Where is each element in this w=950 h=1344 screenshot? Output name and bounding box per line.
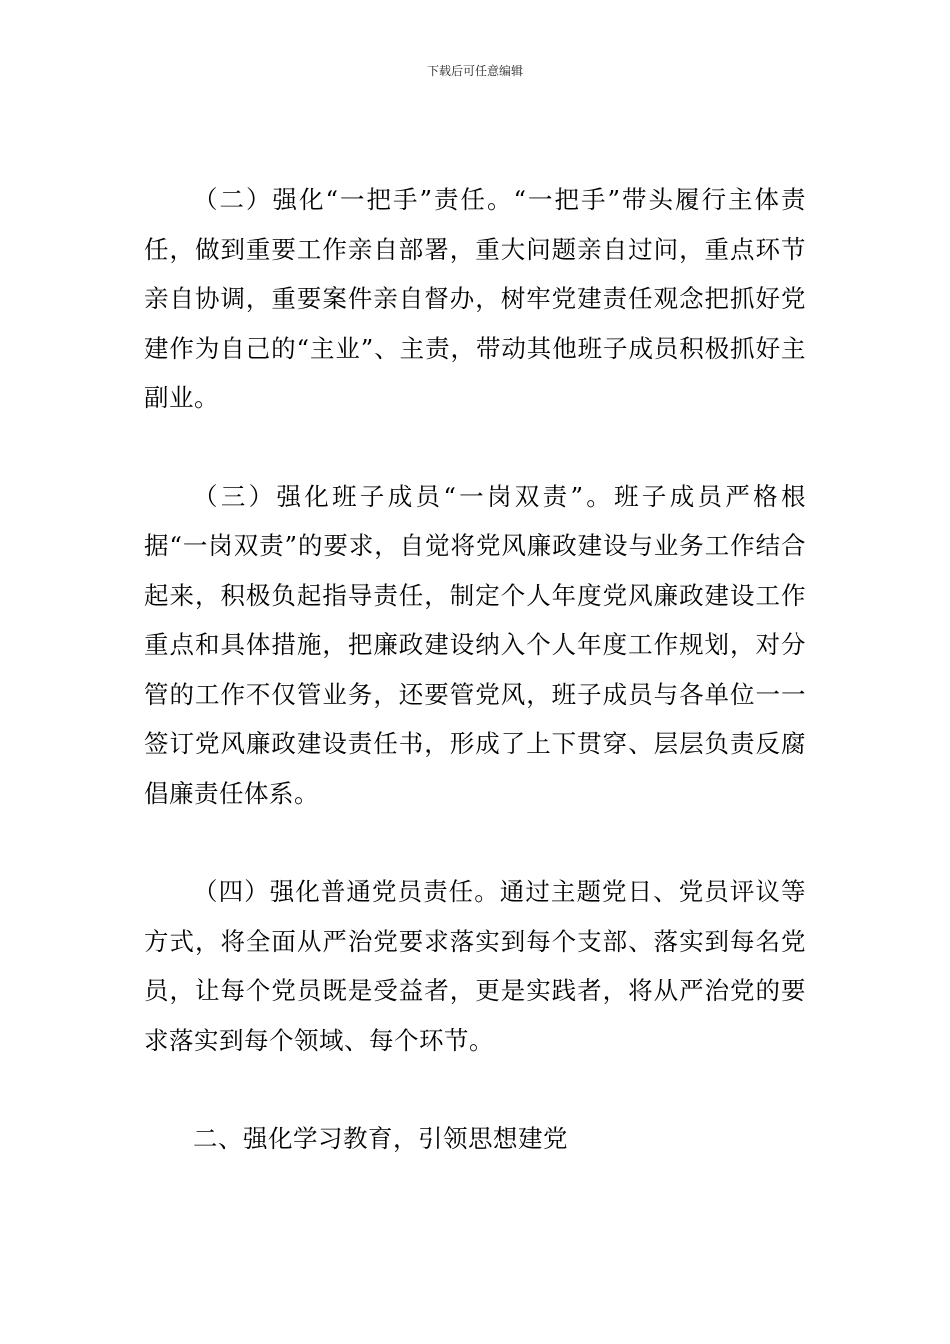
section-heading: 二、强化学习教育，引领思想建党 [193,1124,568,1153]
document-body [144,175,806,1164]
paragraph-4-ordinary-members: （四）强化普通党员责任。通过主题党日、党员评议等方式，将全面从严治党要求落实到每个支部、落实到每名党员，让每个党员既是受益者，更是实践者，将从严治党的要求落实到每个领域、每个环节。 [144,877,806,1055]
paragraph-3-team-members: （三）强化班子成员“一岗双责”。班子成员严格根据“一岗双责”的要求，自觉将党风廉政建设与业务工作结合起来，积极负起指导责任，制定个人年度党风廉政建设工作重点和具体措施，把廉政建设纳入个人年度工作规划，对分管的工作不仅管业务，还要管党风，班子成员与各单位一一签订党风廉政建设责任书，形成了上下贯穿、层层负责反腐倡廉责任体系。 [144,481,806,808]
paragraph-2-party-secretary: （二）强化“一把手”责任。“一把手”带头履行主体责任，做到重要工作亲自部署，重大问题亲自过问，重点环节亲自协调，重要案件亲自督办，树牢党建责任观念把抓好党建作为自己的“主业”、主责，带动其他班子成员积极抓好主副业。 [144,185,806,412]
page-header: 下载后可任意编辑 [426,64,523,78]
